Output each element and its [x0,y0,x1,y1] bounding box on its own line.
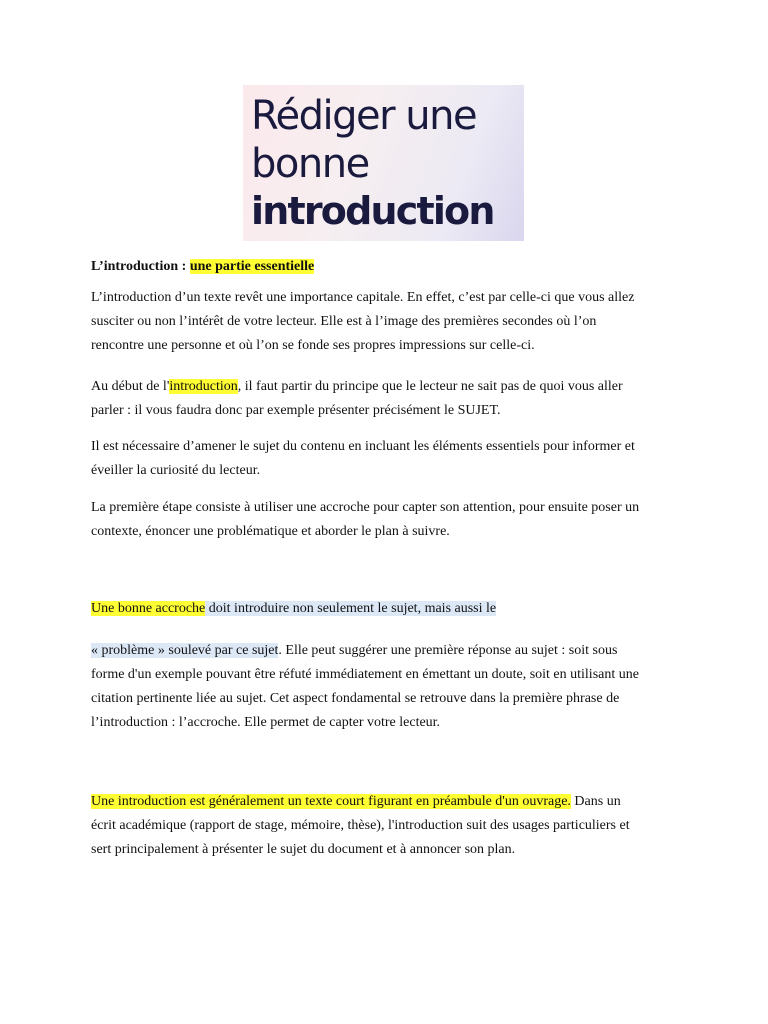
paragraph-6-after: . Elle peut suggérer une première réponse au sujet : soit sous [278,643,618,658]
paragraph-7-yellow: Une introduction est généralement un texte court figurant en préambule d'un ouvrage. [91,794,571,809]
paragraph-2-highlight: introduction [169,379,238,394]
paragraph-6 [91,639,691,735]
paragraph-4-line-2: contexte, énoncer une problématique et aborder le plan à suivre. [91,524,450,539]
heading-highlight: une partie essentielle [189,259,315,274]
paragraph-5-blue: doit introduire non seulement le sujet, mais aussi le [205,601,497,616]
paragraph-1-line-1: L’introduction d’un texte revêt une importance capitale. En effet, c’est par celle-ci que vous allez [91,290,635,305]
paragraph-3 [91,435,691,483]
banner-line-2: bonne [251,141,369,187]
paragraph-5-line-1 [91,597,691,621]
paragraph-4 [91,496,691,544]
paragraph-6-line-4: l’introduction : l’accroche. Elle permet de capter votre lecteur. [91,715,441,730]
banner-line-3: introduction [251,189,494,233]
title-banner-image [243,85,524,241]
paragraph-6-line-3: citation pertinente liée au sujet. Cet aspect fondamental se retrouve dans la première phrase de [91,691,620,706]
paragraph-1-line-2: susciter ou non l’intérêt de votre lecteur. Elle est à l’image des premières secondes où l’on [91,314,597,329]
paragraph-6-line-2: forme d'un exemple pouvant être réfuté immédiatement en émettant un doute, soit en utilisant une [91,667,639,682]
paragraph-2-before: Au début de l' [91,379,170,394]
paragraph-1 [91,286,691,358]
paragraph-7 [91,790,691,862]
heading-prefix: L’introduction : [91,259,190,274]
paragraph-6-blue: « problème » soulevé par ce sujet [91,643,279,658]
paragraph-7-line-2: écrit académique (rapport de stage, mémoire, thèse), l'introduction suit des usages particuliers et [91,818,630,833]
paragraph-7-line-1 [91,790,691,814]
paragraph-2-line-2: parler : il vous faudra donc par exemple présenter précisément le SUJET. [91,403,501,418]
paragraph-7-after: Dans un [570,794,621,809]
paragraph-3-line-1: Il est nécessaire d’amener le sujet du contenu en incluant les éléments essentiels pour informer et [91,439,635,454]
paragraph-6-line-1 [91,639,691,663]
paragraph-2 [91,375,691,423]
paragraph-5-yellow: Une bonne accroche [91,601,206,616]
paragraph-7-line-3: sert principalement à présenter le sujet du document et à annoncer son plan. [91,842,516,857]
paragraph-5 [91,597,691,621]
paragraph-3-line-2: éveiller la curiosité du lecteur. [91,463,261,478]
banner-line-1: Rédiger une [251,93,477,139]
paragraph-2-line-1 [91,375,691,399]
paragraph-2-after: , il faut partir du principe que le lecteur ne sait pas de quoi vous aller [237,379,623,394]
section-heading [91,255,691,279]
paragraph-4-line-1: La première étape consiste à utiliser une accroche pour capter son attention, pour ensuite poser un [91,500,640,515]
paragraph-1-line-3: rencontre une personne et où l’on se fonde ses propres impressions sur celle-ci. [91,338,535,353]
